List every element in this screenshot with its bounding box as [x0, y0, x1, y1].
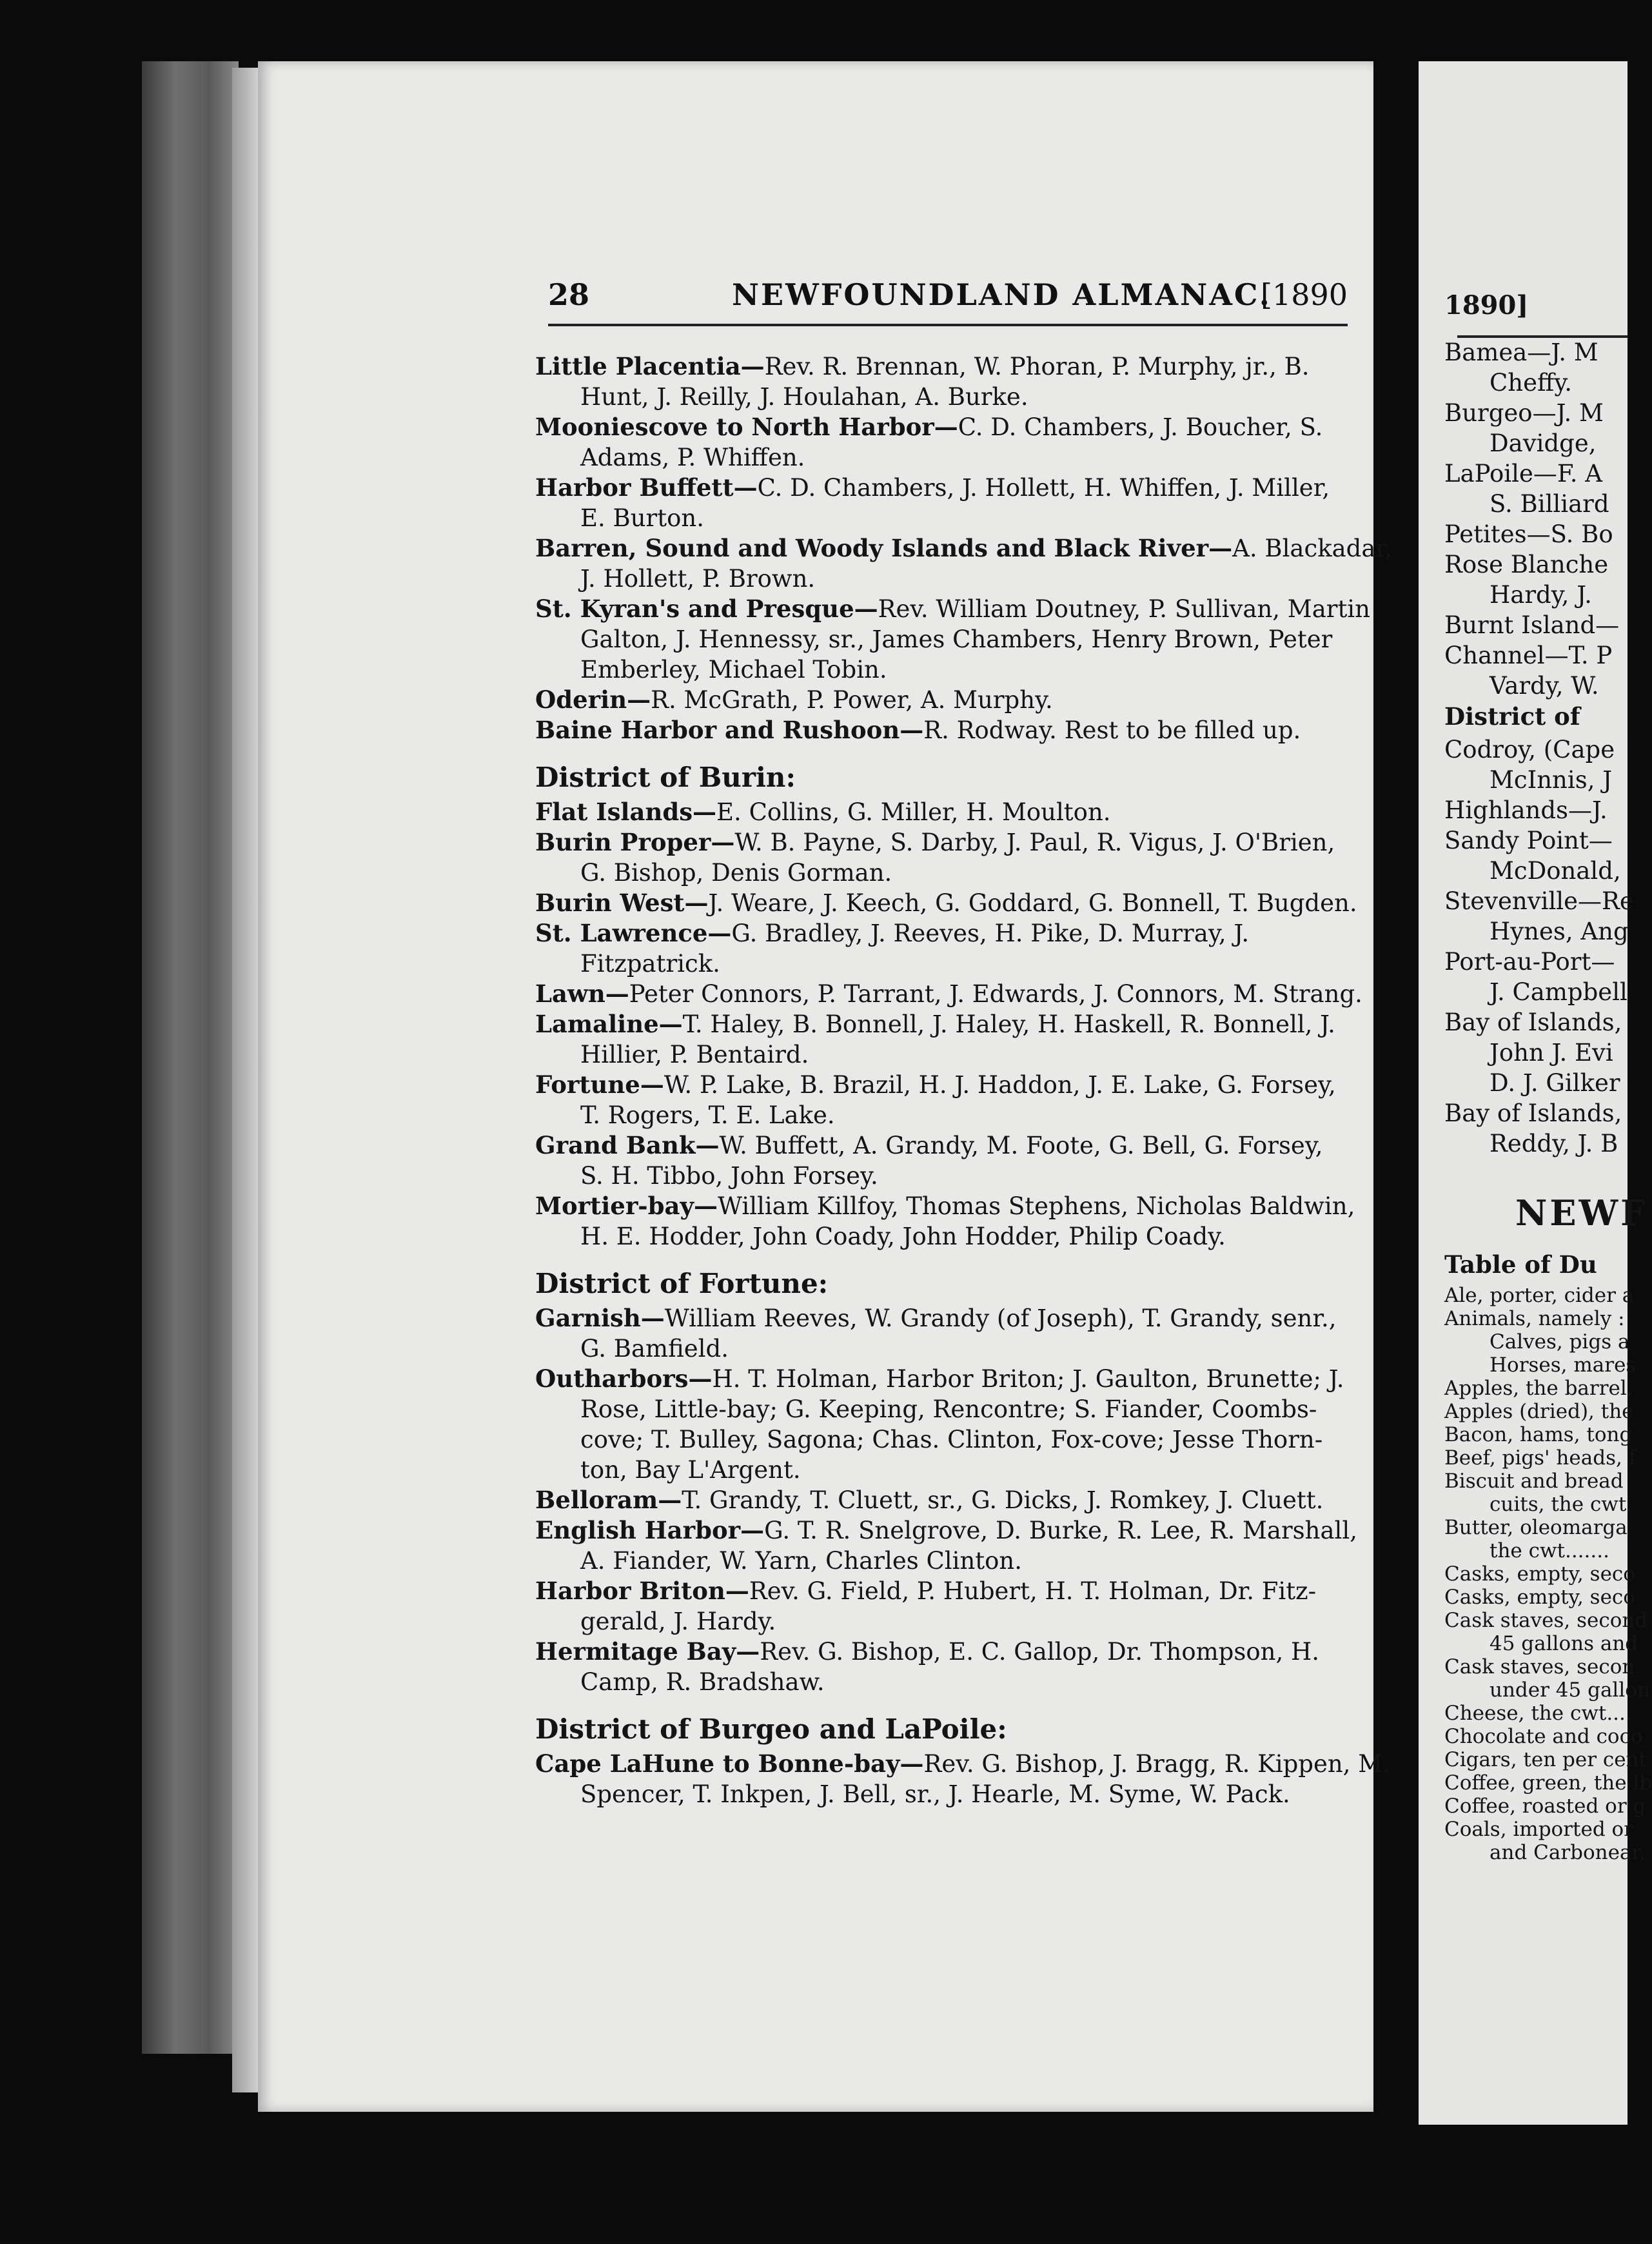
- facing-page-line: McInnis, J: [1490, 766, 1613, 794]
- header-year: [1890: [1260, 277, 1348, 312]
- facing-page-line: Apples, the barrel.: [1444, 1377, 1633, 1400]
- facing-page-line: S. Billiard: [1490, 490, 1609, 518]
- facing-page-line: Sandy Point—: [1444, 827, 1613, 854]
- entry-continuation: cove; T. Bulley, Sagona; Chas. Clinton, Fox-cove; Jesse Thorn-: [580, 1426, 1323, 1453]
- entry-line: Mooniescove to North Harbor—C. D. Chambers, J. Boucher, S.: [535, 413, 1323, 441]
- facing-page-line: Calves, pigs a: [1490, 1330, 1630, 1353]
- facing-page-line: and Carbonear,: [1490, 1841, 1646, 1864]
- entry-continuation: Camp, R. Bradshaw.: [580, 1668, 825, 1696]
- running-title: NEWFOUNDLAND ALMANAC.: [732, 277, 1272, 312]
- facing-page-line: Cheese, the cwt....: [1444, 1702, 1632, 1725]
- facing-page-line: D. J. Gilker: [1490, 1069, 1620, 1097]
- place-name: Garnish—: [535, 1304, 665, 1332]
- entry-continuation: S. H. Tibbo, John Forsey.: [580, 1162, 878, 1190]
- entry-continuation: Emberley, Michael Tobin.: [580, 656, 887, 684]
- place-name: English Harbor—: [535, 1516, 765, 1544]
- facing-page-line: Vardy, W.: [1490, 672, 1599, 700]
- entry-continuation: G. Bamfield.: [580, 1335, 729, 1363]
- facing-header-rule: [1457, 335, 1627, 338]
- entry-continuation: Galton, J. Hennessy, sr., James Chambers, Henry Brown, Peter: [580, 625, 1333, 653]
- facing-page-line: Cigars, ten per cent: [1444, 1748, 1647, 1771]
- facing-page-line: Cheffy.: [1490, 369, 1573, 397]
- place-name: St. Kyran's and Presque—: [535, 595, 878, 623]
- entry-line: Harbor Buffett—C. D. Chambers, J. Hollett, H. Whiffen, J. Miller,: [535, 473, 1330, 502]
- entry-continuation: A. Fiander, W. Yarn, Charles Clinton.: [580, 1547, 1023, 1575]
- entry-continuation: E. Burton.: [580, 504, 704, 532]
- entry-continuation: Spencer, T. Inkpen, J. Bell, sr., J. Hearle, M. Syme, W. Pack.: [580, 1780, 1290, 1808]
- place-name: Grand Bank—: [535, 1131, 720, 1159]
- facing-page-line: Bamea—J. M: [1444, 339, 1598, 366]
- facing-page-line: Coffee, roasted or g: [1444, 1795, 1646, 1818]
- facing-page: [1419, 61, 1652, 2125]
- place-name: Cape LaHune to Bonne-bay—: [535, 1749, 924, 1778]
- entry-continuation: H. E. Hodder, John Coady, John Hodder, Philip Coady.: [580, 1223, 1226, 1250]
- facing-page-line: Coffee, green, the lb: [1444, 1771, 1652, 1795]
- facing-page-line: 1890]: [1444, 290, 1529, 320]
- entry-continuation: gerald, J. Hardy.: [580, 1608, 776, 1635]
- page-body: [535, 351, 1392, 1809]
- facing-page-line: McDonald,: [1490, 857, 1621, 885]
- entry-continuation: Adams, P. Whiffen.: [580, 444, 805, 471]
- facing-page-line: Animals, namely :: [1444, 1307, 1625, 1330]
- entry-continuation: T. Rogers, T. E. Lake.: [580, 1101, 835, 1129]
- facing-page-line: Hynes, Ang: [1490, 918, 1629, 945]
- facing-page-line: Stevenville—Re: [1444, 887, 1634, 915]
- facing-page-line: Port-au-Port—: [1444, 948, 1615, 976]
- facing-page-line: Hardy, J.: [1490, 581, 1592, 609]
- entry-line: Burin Proper—W. B. Payne, S. Darby, J. Paul, R. Vigus, J. O'Brien,: [535, 828, 1335, 856]
- facing-page-line: Bay of Islands,: [1444, 1009, 1622, 1036]
- entry-line: St. Kyran's and Presque—Rev. William Doutney, P. Sullivan, Martin: [535, 595, 1370, 623]
- entry-continuation: Fitzpatrick.: [580, 950, 720, 978]
- entry-line: Flat Islands—E. Collins, G. Miller, H. Moulton.: [535, 798, 1111, 826]
- facing-page-line: NEWF: [1515, 1192, 1648, 1234]
- entry-line: Baine Harbor and Rushoon—R. Rodway. Rest to be filled up.: [535, 716, 1301, 744]
- facing-page-line: Davidge,: [1490, 429, 1597, 457]
- place-name: Lamaline—: [535, 1010, 683, 1038]
- entry-continuation: Hunt, J. Reilly, J. Houlahan, A. Burke.: [580, 383, 1028, 411]
- facing-page-line: John J. Evi: [1490, 1039, 1613, 1067]
- facing-page-line: Rose Blanche: [1444, 551, 1609, 578]
- facing-page-line: Horses, mares: [1490, 1353, 1637, 1377]
- facing-page-line: Petites—S. Bo: [1444, 520, 1613, 548]
- facing-page-line: Casks, empty, seco: [1444, 1562, 1635, 1586]
- facing-page-line: Table of Du: [1444, 1250, 1597, 1279]
- place-name: Outharbors—: [535, 1364, 713, 1393]
- place-name: Fortune—: [535, 1070, 664, 1099]
- facing-page-line: Butter, oleomarga: [1444, 1516, 1627, 1539]
- place-name: Hermitage Bay—: [535, 1637, 760, 1666]
- page-header: [548, 277, 1348, 335]
- entry-line: Burin West—J. Weare, J. Keech, G. Goddard, G. Bonnell, T. Bugden.: [535, 889, 1357, 917]
- place-name: Mortier-bay—: [535, 1192, 718, 1220]
- place-name: Harbor Buffett—: [535, 473, 758, 502]
- facing-page-line: under 45 gallon: [1490, 1678, 1650, 1702]
- place-name: Oderin—: [535, 685, 651, 714]
- entry-line: Belloram—T. Grandy, T. Cluett, sr., G. Dicks, J. Romkey, J. Cluett.: [535, 1486, 1324, 1514]
- entry-continuation: Hillier, P. Bentaird.: [580, 1041, 809, 1068]
- district-heading: District of Burin:: [535, 762, 796, 793]
- facing-page-line: Ale, porter, cider a: [1444, 1284, 1635, 1307]
- facing-page-line: Cask staves, secon: [1444, 1655, 1635, 1678]
- book-spine-shadow: [142, 61, 239, 2054]
- entry-line: Barren, Sound and Woody Islands and Black River—A. Blackadar,: [535, 534, 1392, 562]
- district-heading: District of Burgeo and LaPoile:: [535, 1713, 1007, 1745]
- entry-line: Little Placentia—Rev. R. Brennan, W. Phoran, P. Murphy, jr., B.: [535, 352, 1310, 380]
- entry-line: Lamaline—T. Haley, B. Bonnell, J. Haley, H. Haskell, R. Bonnell, J.: [535, 1010, 1335, 1038]
- place-name: Lawn—: [535, 979, 629, 1008]
- entry-line: Oderin—R. McGrath, P. Power, A. Murphy.: [535, 685, 1053, 714]
- facing-page-line: Codroy, (Cape: [1444, 736, 1615, 763]
- entry-line: Fortune—W. P. Lake, B. Brazil, H. J. Haddon, J. E. Lake, G. Forsey,: [535, 1070, 1336, 1099]
- facing-page-line: the cwt.......: [1490, 1539, 1609, 1562]
- entry-line: Mortier-bay—William Killfoy, Thomas Stephens, Nicholas Baldwin,: [535, 1192, 1355, 1220]
- facing-page-line: Apples (dried), the: [1444, 1400, 1634, 1423]
- facing-page-line: 45 gallons and: [1490, 1632, 1638, 1655]
- entry-line: St. Lawrence—G. Bradley, J. Reeves, H. Pike, D. Murray, J.: [535, 919, 1250, 947]
- facing-page-line: Chocolate and coco: [1444, 1725, 1643, 1748]
- facing-page-line: Burnt Island—: [1444, 611, 1620, 639]
- facing-page-line: Channel—T. P: [1444, 642, 1613, 669]
- entry-line: Harbor Briton—Rev. G. Field, P. Hubert, H. T. Holman, Dr. Fitz-: [535, 1577, 1317, 1605]
- entry-line: Lawn—Peter Connors, P. Tarrant, J. Edwards, J. Connors, M. Strang.: [535, 979, 1362, 1008]
- place-name: Burin West—: [535, 889, 709, 917]
- facing-page-line: Beef, pigs' heads, f: [1444, 1446, 1637, 1470]
- facing-page-line: cuits, the cwt.: [1490, 1493, 1633, 1516]
- facing-page-line: Highlands—J.: [1444, 796, 1608, 824]
- facing-page-line: Bay of Islands,: [1444, 1099, 1622, 1127]
- facing-page-line: LaPoile—F. A: [1444, 460, 1603, 487]
- place-name: Baine Harbor and Rushoon—: [535, 716, 924, 744]
- entry-continuation: G. Bishop, Denis Gorman.: [580, 859, 892, 887]
- header-rule: [548, 324, 1348, 326]
- entry-line: Garnish—William Reeves, W. Grandy (of Joseph), T. Grandy, senr.,: [535, 1304, 1337, 1332]
- facing-page-line: District of: [1444, 702, 1580, 731]
- facing-page-line: Biscuit and bread: [1444, 1470, 1624, 1493]
- book-gutter: [232, 68, 258, 2092]
- facing-page-line: Cask staves, second: [1444, 1609, 1648, 1632]
- place-name: Burin Proper—: [535, 828, 735, 856]
- facing-page-line: J. Campbell: [1490, 978, 1627, 1006]
- page-number: 28: [548, 277, 590, 312]
- place-name: Mooniescove to North Harbor—: [535, 413, 958, 441]
- facing-page-line: Casks, empty, seco: [1444, 1586, 1635, 1609]
- entry-continuation: J. Hollett, P. Brown.: [580, 565, 816, 593]
- facing-page-line: Coals, imported or: [1444, 1818, 1634, 1841]
- place-name: Barren, Sound and Woody Islands and Black River—: [535, 534, 1233, 562]
- entry-line: Grand Bank—W. Buffett, A. Grandy, M. Foote, G. Bell, G. Forsey,: [535, 1131, 1323, 1159]
- entry-continuation: ton, Bay L'Argent.: [580, 1456, 801, 1484]
- facing-page-line: Burgeo—J. M: [1444, 399, 1604, 427]
- place-name: St. Lawrence—: [535, 919, 732, 947]
- entry-line: Outharbors—H. T. Holman, Harbor Briton; J. Gaulton, Brunette; J.: [535, 1364, 1344, 1393]
- place-name: Little Placentia—: [535, 352, 765, 380]
- entry-line: Cape LaHune to Bonne-bay—Rev. G. Bishop, J. Bragg, R. Kippen, M.: [535, 1749, 1390, 1778]
- facing-page-line: Reddy, J. B: [1490, 1130, 1618, 1157]
- place-name: Flat Islands—: [535, 798, 717, 826]
- district-heading: District of Fortune:: [535, 1268, 829, 1299]
- facing-page-line: Bacon, hams, tong: [1444, 1423, 1633, 1446]
- place-name: Belloram—: [535, 1486, 682, 1514]
- entry-line: English Harbor—G. T. R. Snelgrove, D. Burke, R. Lee, R. Marshall,: [535, 1516, 1357, 1544]
- entry-line: Hermitage Bay—Rev. G. Bishop, E. C. Gallop, Dr. Thompson, H.: [535, 1637, 1320, 1666]
- entry-continuation: Rose, Little-bay; G. Keeping, Rencontre; S. Fiander, Coombs-: [580, 1395, 1317, 1423]
- place-name: Harbor Briton—: [535, 1577, 749, 1605]
